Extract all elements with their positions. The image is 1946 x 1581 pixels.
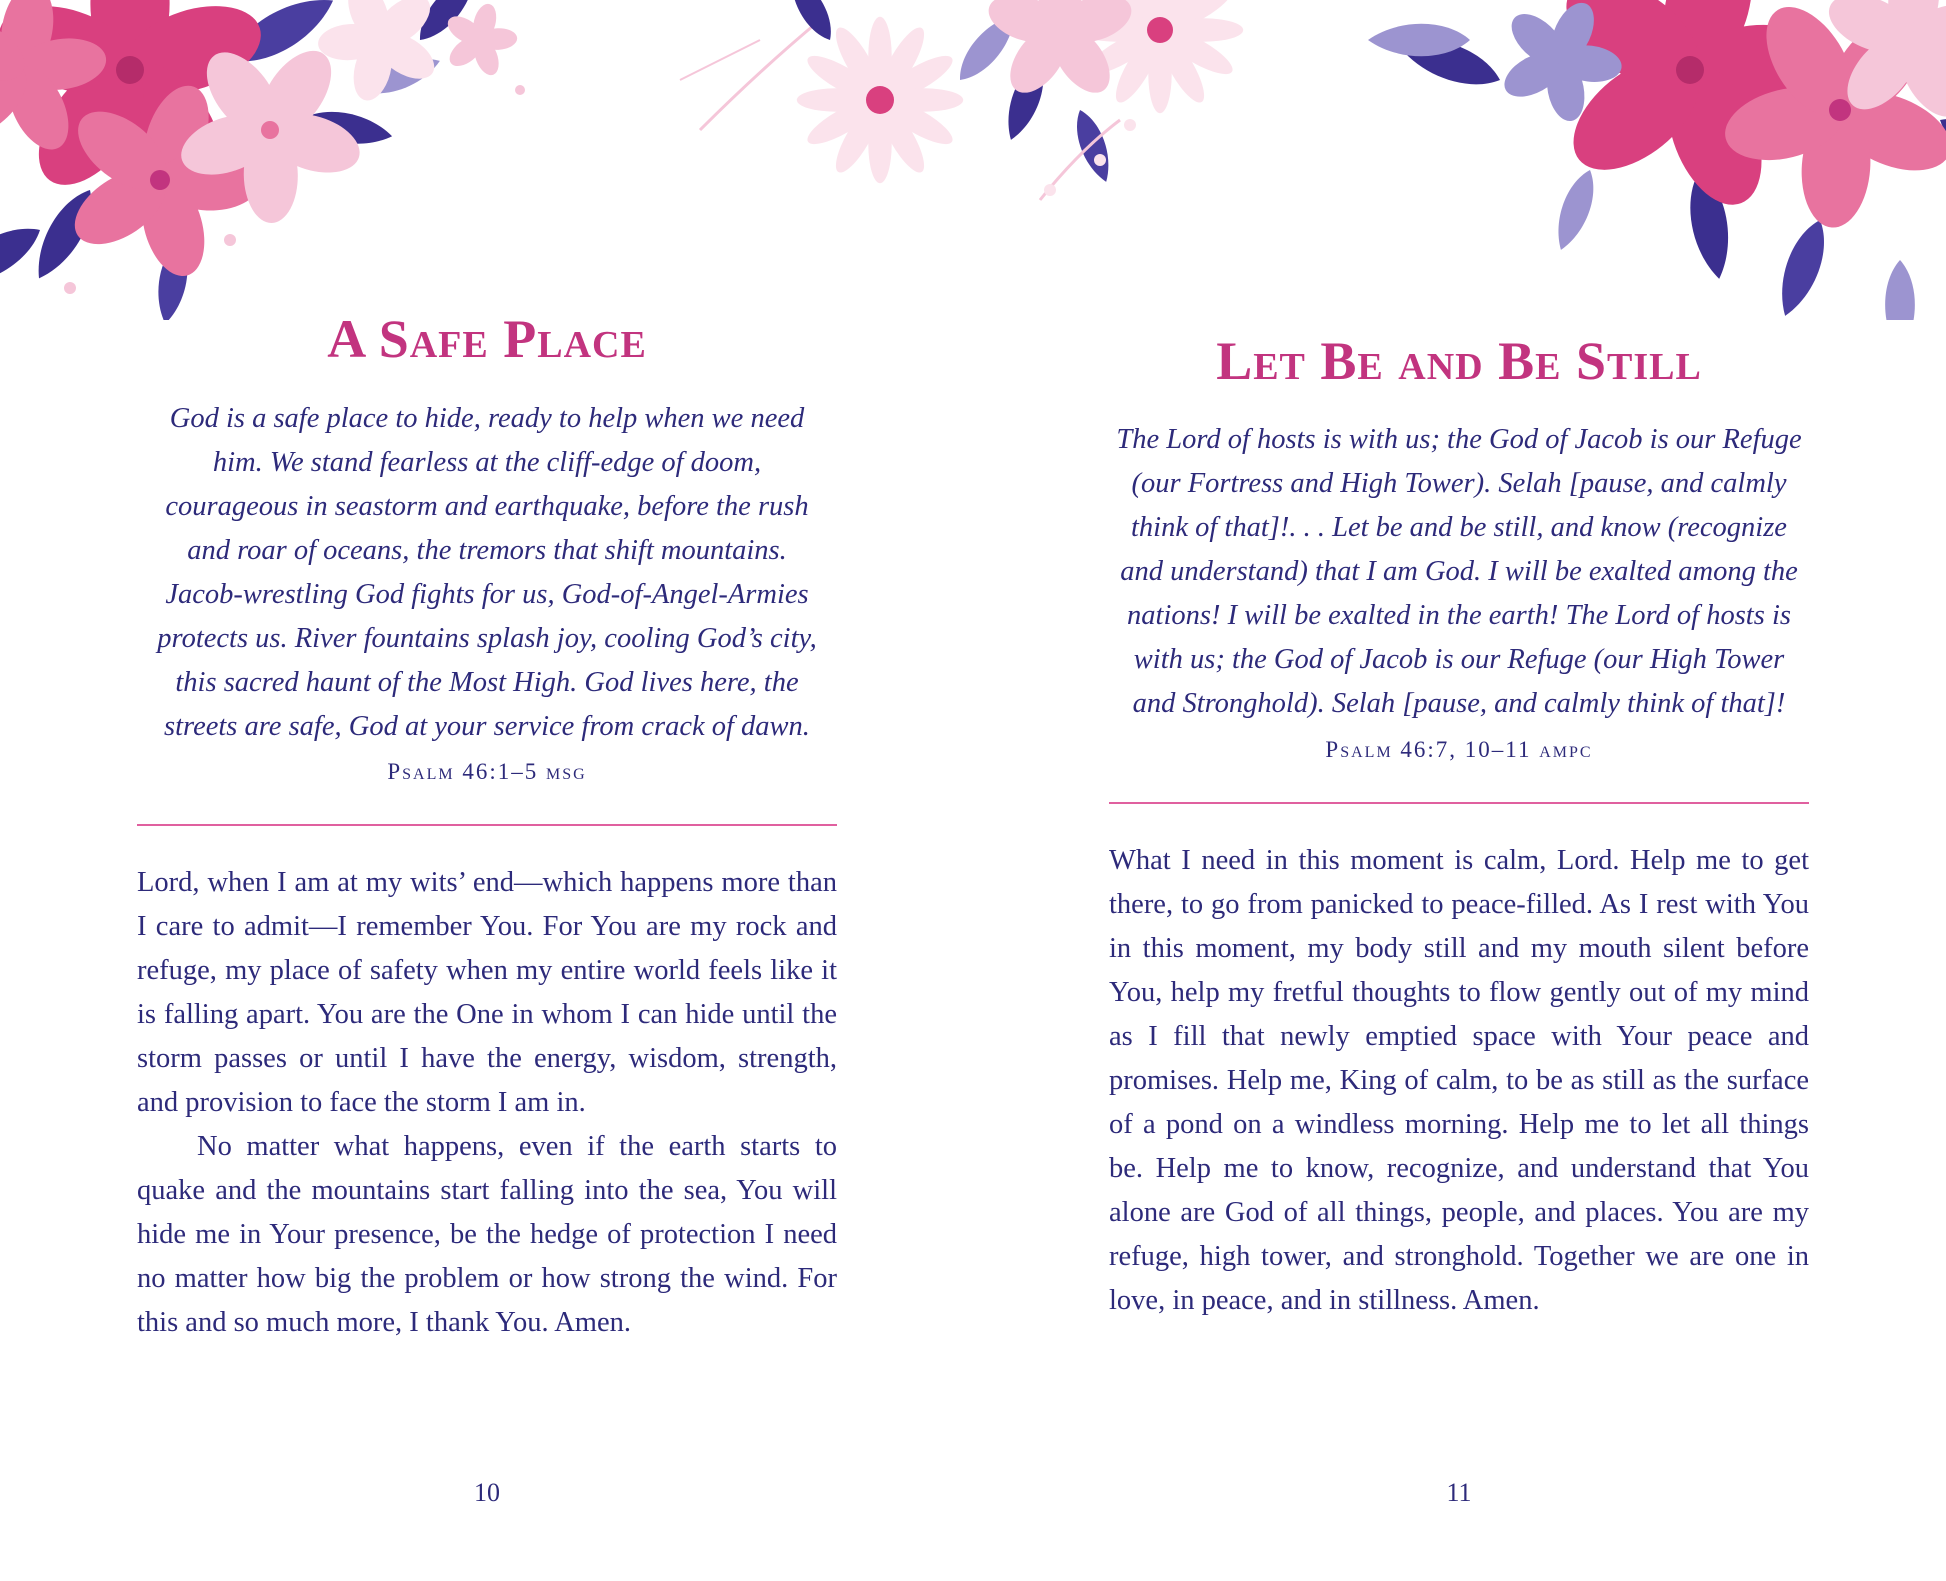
scripture-quote: God is a safe place to hide, ready to help when we need him. We stand fearless at the cliff-edge of doom, courageous in seastorm and earthquake, before the rush and roar of oceans, the tremors that shift mountains. Jacob-wrestling God fights for us, God-of-Angel-Armies protects us. River fountains splash joy, cooling God’s city, this sacred haunt of the Most High. God lives here, the streets are safe, God at your service from crack of dawn. xyxy=(157,403,817,742)
page-number: 10 xyxy=(474,1478,500,1507)
scripture-reference: Psalm 46:7, 10–11 ampc xyxy=(1325,737,1593,762)
page-title: Let Be and Be Still xyxy=(1216,331,1702,391)
page-number: 11 xyxy=(1446,1478,1472,1507)
prayer-paragraph: What I need in this moment is calm, Lord. Help me to get there, to go from panicked to peace-filled. As I rest with You in this moment, my body still and my mouth silent before You, help my fretful thoughts to flow gently out of my mind as I fill that newly emptied space with Your peace and promises. Help me, King of calm, to be as still as the surface of a pond on a windless morning. Help me to let all things be. Help me to know, recognize, and understand that You alone are God of all things, people, and places. You are my refuge, high tower, and stronghold. Together we are one in love, in peace, and in stillness. Amen. xyxy=(1109,845,1809,1316)
right-page xyxy=(1109,0,1809,1581)
page-title: A Safe Place xyxy=(327,309,647,369)
scripture-quote: The Lord of hosts is with us; the God of Jacob is our Refuge (our Fortress and High Tower). Selah [pause, and calmly think of that]!. . . Let be and be still, and know (recognize and understand) that I am God. I will be exalted among the nations! I will be exalted in the earth! The Lord of hosts is with us; the God of Jacob is our Refuge (our High Tower and Stronghold). Selah [pause, and calmly think of that]! xyxy=(1116,424,1802,719)
prayer-paragraph: No matter what happens, even if the earth starts to quake and the mountains start falling into the sea, You will hide me in Your presence, be the hedge of protection I need no matter how big the problem or how strong the wind. For this and so much more, I thank You. Amen. xyxy=(137,1131,837,1338)
divider-rule xyxy=(1109,802,1809,804)
prayer-text xyxy=(137,861,837,1345)
prayer-text xyxy=(1109,839,1809,1323)
prayer-paragraph: Lord, when I am at my wits’ end—which happens more than I care to admit—I remember You. For You are my rock and refuge, my place of safety when my entire world feels like it is falling apart. You are the One in whom I can hide until the storm passes or until I have the energy, wisdom, strength, and provision to face the storm I am in. xyxy=(137,867,837,1118)
left-page xyxy=(137,0,837,1581)
divider-rule xyxy=(137,824,837,826)
scripture-reference: Psalm 46:1–5 msg xyxy=(387,759,587,784)
